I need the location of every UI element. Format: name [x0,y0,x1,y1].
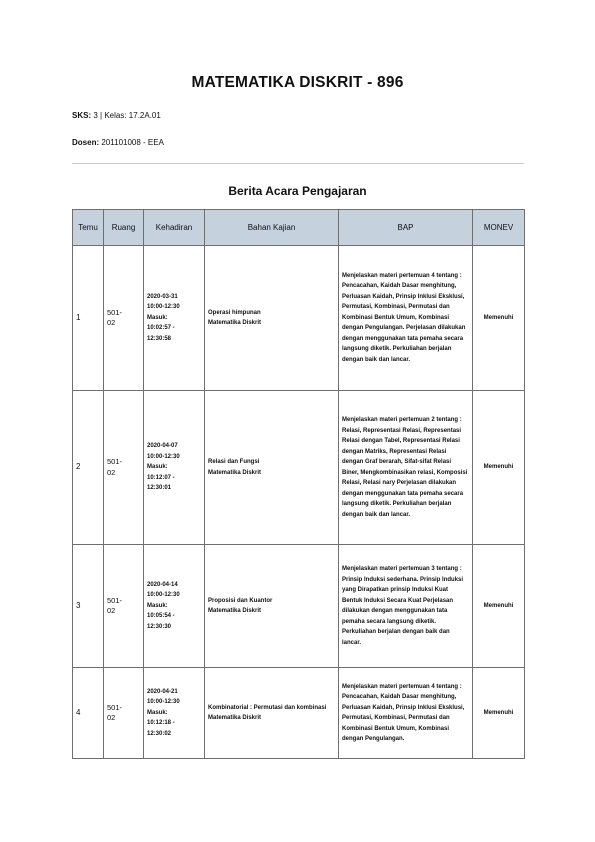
cell-monev: Memenuhi [473,668,525,759]
dosen-line [72,138,164,147]
sks-kelas-line [72,111,161,120]
cell-ruang: 501- 02 [104,391,144,545]
table-header-row [73,210,525,246]
cell-kehadiran: 2020-04-21 10:00-12:30 Masuk: 10:12:18 - 12:30:02 [144,668,205,759]
cell-ruang: 501- 02 [104,668,144,759]
cell-bap: Menjelaskan materi pertemuan 4 tentang : Pencacahan, Kaidah Dasar menghitung, Perluasan Kaidah, Prinsip Inklusi Eksklusi, Permutasi, Kombinasi, Permutasi dan Kombinasi Bentuk Umum, Kombinasi dengan Pengulangan. Perjelasan dilakukan dengan menggunakan tata pemaha secara langsung diketik. Perkuliahan berjalan dengan baik dan lancar. [339,246,473,391]
cell-temu: 4 [73,668,104,759]
cell-kehadiran: 2020-03-31 10:00-12:30 Masuk: 10:02:57 - 12:30:58 [144,246,205,391]
header-monev: MONEV [473,210,525,246]
cell-bap: Menjelaskan materi pertemuan 3 tentang : Prinsip Induksi sederhana. Prinsip Induksi yang Dirapatkan prinsip Induksi Kuat Bentuk Induksi Secara Kuat Perjelasan dilakukan dengan menggunakan tata pemaha secara langsung diketik. Perkuliahan berjalan dengan baik dan lancar. [339,545,473,668]
section-title: Berita Acara Pengajaran [228,184,367,198]
cell-monev: Memenuhi [473,545,525,668]
dosen-value: 201101008 - EEA [101,138,164,147]
cell-bap: Menjelaskan materi pertemuan 2 tentang : Relasi, Representasi Relasi, Representasi Relasi dengan Tabel, Representasi Relasi dengan Matriks, Representasi Relasi dengan Graf berarah, Sifat-sifat Relasi Biner, Mengkombinasikan relasi, Komposisi Relasi, Relasi nary Perjelasan dilakukan dengan menggunakan tata pemaha secara langsung diketik. Perkuliahan berjalan dengan baik dan lancar. [339,391,473,545]
divider [72,163,524,164]
cell-bahan-kajian: Proposisi dan Kuantor Matematika Diskrit [205,545,339,668]
cell-temu: 3 [73,545,104,668]
header-temu: Temu [73,210,104,246]
table-row [73,668,525,759]
cell-bahan-kajian: Kombinatorial : Permutasi dan kombinasi Matematika Diskrit [205,668,339,759]
cell-bahan-kajian: Operasi himpunan Matematika Diskrit [205,246,339,391]
bap-table [72,209,525,759]
cell-ruang: 501- 02 [104,545,144,668]
table-row [73,391,525,545]
cell-bap: Menjelaskan materi pertemuan 4 tentang : Pencacahan, Kaidah Dasar menghitung, Perluasan Kaidah, Prinsip Inklusi Eksklusi, Permutasi, Kombinasi, Permutasi dan Kombinasi Bentuk Umum, Kombinasi dengan Pengulangan. [339,668,473,759]
header-ruang: Ruang [104,210,144,246]
cell-ruang: 501- 02 [104,246,144,391]
cell-kehadiran: 2020-04-07 10:00-12:30 Masuk: 10:12:07 - 12:30:01 [144,391,205,545]
cell-monev: Memenuhi [473,246,525,391]
dosen-label: Dosen: [72,138,100,147]
table-row [73,246,525,391]
cell-temu: 2 [73,391,104,545]
cell-bahan-kajian: Relasi dan Fungsi Matematika Diskrit [205,391,339,545]
table-row [73,545,525,668]
sks-kelas-value: 3 | Kelas: 17.2A.01 [93,111,161,120]
header-bap: BAP [339,210,473,246]
header-kehadiran: Kehadiran [144,210,205,246]
cell-kehadiran: 2020-04-14 10:00-12:30 Masuk: 10:05:54 - 12:30:30 [144,545,205,668]
header-bahan-kajian: Bahan Kajian [205,210,339,246]
cell-temu: 1 [73,246,104,391]
cell-monev: Memenuhi [473,391,525,545]
sks-label: SKS: [72,111,92,120]
page-title: MATEMATIKA DISKRIT - 896 [191,74,404,91]
